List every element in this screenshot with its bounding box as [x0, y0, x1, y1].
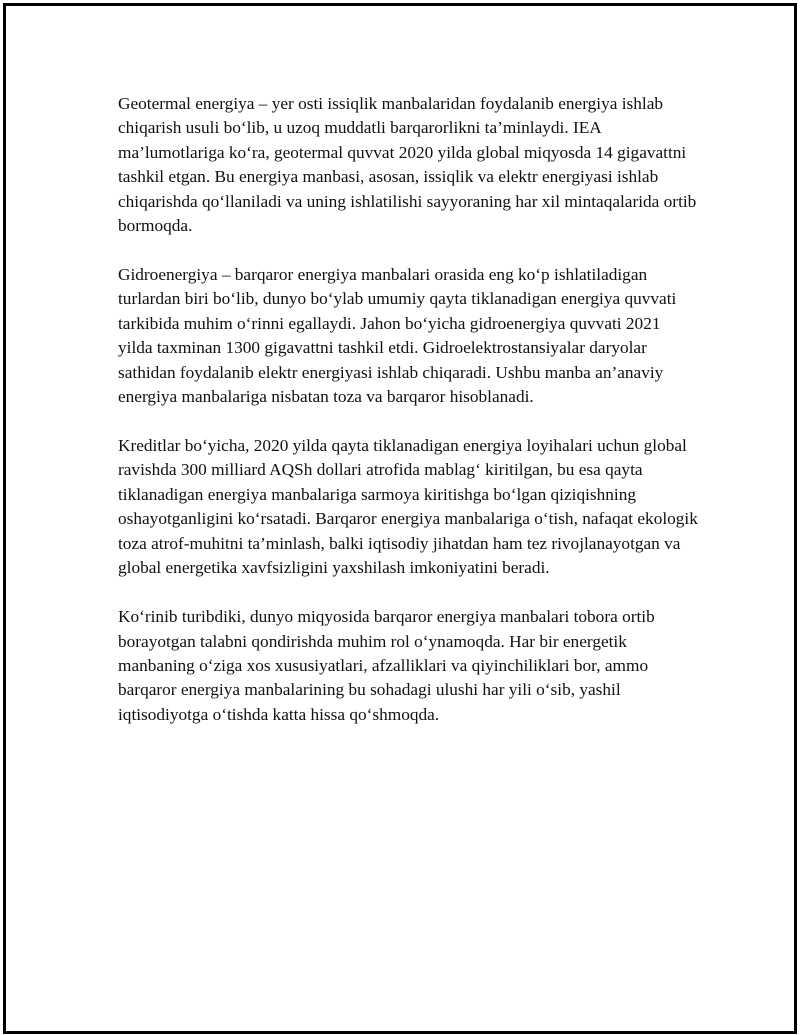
paragraph-conclusion: Ko‘rinib turibdiki, dunyo miqyosida barqaror energiya manbalari tobora ortib borayotgan talabni qondirishda muhim rol o‘ynamoqda. Har bir energetik manbaning o‘ziga xos xususiyatlari, afzalliklari va qiyinchiliklari bor, ammo barqaror energiya manbalarining bu sohadagi ulushi har yili o‘sib, yashil iqtisodiyotga o‘tishda katta hissa qo‘shmoqda. [118, 607, 655, 724]
paragraph-hydropower: Gidroenergiya – barqaror energiya manbalari orasida eng ko‘p ishlatiladigan turlardan biri bo‘lib, dunyo bo‘ylab umumiy qayta tiklanadigan energiya quvvati tarkibida muhim o‘rinni egallaydi. Jahon bo‘yicha gidroenergiya quvvati 2021 yilda taxminan 1300 gigavattni tashkil etdi. Gidroelektrostansiyalar daryolar sathidan foydalanib elektr energiyasi ishlab chiqaradi. Ushbu manba an’anaviy energiya manbalariga nisbatan toza va barqaror hisoblanadi. [118, 265, 677, 407]
document-body [118, 92, 698, 752]
paragraph-geothermal: Geotermal energiya – yer osti issiqlik manbalaridan foydalanib energiya ishlab chiqarish usuli bo‘lib, u uzoq muddatli barqarorlikni ta’minlaydi. IEA ma’lumotlariga ko‘ra, geotermal quvvat 2020 yilda global miqyosda 14 gigavattni tashkil etgan. Bu energiya manbasi, asosan, issiqlik va elektr energiyasi ishlab chiqarishda qo‘llaniladi va uning ishlatilishi sayyoraning har xil mintaqalarida ortib bormoqda. [118, 94, 697, 236]
paragraph-investment: Kreditlar bo‘yicha, 2020 yilda qayta tiklanadigan energiya loyihalari uchun global ravishda 300 milliard AQSh dollari atrofida mablag‘ kiritilgan, bu esa qayta tiklanadigan energiya manbalariga sarmoya kiritishga bo‘lgan qiziqishning oshayotganligini ko‘rsatadi. Barqaror energiya manbalariga o‘tish, nafaqat ekologik toza atrof-muhitni ta’minlash, balki iqtisodiy jihatdan ham tez rivojlanayotgan va global energetika xavfsizligini yaxshilash imkoniyatini beradi. [118, 436, 698, 578]
